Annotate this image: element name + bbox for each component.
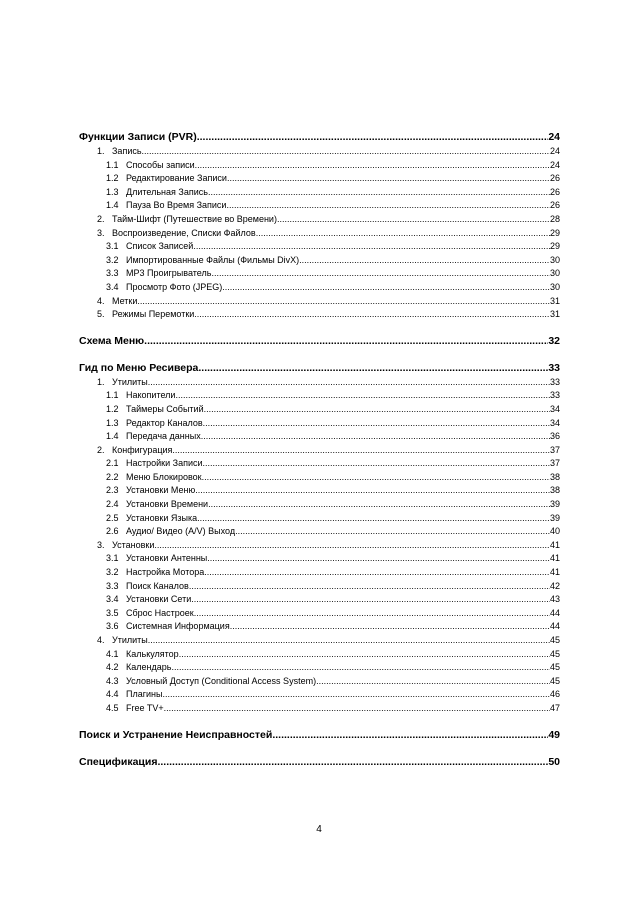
toc-leader-dots [189,580,550,594]
toc-title-text: Установки Языка [126,512,198,523]
toc-title [106,186,208,200]
toc-title [97,444,172,458]
toc-title-text: Системная Информация [126,621,230,632]
toc-section[interactable] [79,539,560,553]
toc-number: 5. [97,309,105,320]
toc-page-number: 37 [549,444,560,455]
toc-subsection[interactable] [79,620,560,634]
toc-title [106,512,197,526]
toc-page-number: 33 [549,390,560,401]
toc-leader-dots [203,417,550,431]
toc-title-text: Пауза Во Время Записи [126,200,227,211]
toc-page-number: 41 [549,553,560,564]
toc-section[interactable] [79,376,560,390]
toc-title [106,159,195,173]
toc-page-number: 45 [549,675,560,686]
toc-page-number: 45 [549,648,560,659]
toc-number: 2.3 [106,485,119,496]
toc-subsection[interactable] [79,159,560,173]
toc-leader-dots [197,512,550,526]
toc-leader-dots [203,457,550,471]
toc-title-text: Длительная Запись [126,186,208,197]
toc-number: 2. [97,213,105,224]
toc-leader-dots [195,484,550,498]
toc-title-text: Функции Записи (PVR) [79,131,197,143]
toc-number: 4.4 [106,689,119,700]
toc-leader-dots [194,308,550,322]
toc-number: 3.6 [106,621,119,632]
toc-page-number: 37 [549,458,560,469]
toc-page-number: 50 [548,755,560,768]
toc-subsection[interactable] [79,484,560,498]
toc-title-text: MP3 Проигрыватель [126,268,212,279]
toc-title-text: Поиск и Устранение Неисправностей [79,728,273,741]
toc-number: 3.1 [106,241,119,252]
toc-subsection[interactable] [79,525,560,539]
toc-number: 1. [97,146,105,156]
toc-title-text: Метки [112,295,138,306]
toc-title [106,417,203,431]
toc-title-text: Утилиты [112,376,148,387]
toc-section[interactable] [79,295,560,309]
toc-number: 3.3 [106,580,119,591]
toc-title [106,240,193,254]
toc-title-text: Free TV+ [126,702,164,713]
toc-leader-dots [197,130,549,145]
toc-title-text: Схема Меню [79,334,145,347]
toc-number: 1.2 [106,403,119,414]
toc-title [106,457,203,471]
toc-title [79,728,272,743]
toc-title [79,755,157,770]
toc-page-number: 26 [549,173,560,184]
toc-title-text: Список Записей [126,241,194,252]
toc-title [97,308,194,322]
toc-page-number: 49 [548,728,560,741]
toc-leader-dots [142,145,550,159]
toc-subsection[interactable] [79,566,560,580]
toc-spacer [79,743,560,755]
toc-chapter[interactable] [79,361,560,376]
toc-spacer [79,349,560,361]
toc-title [106,620,230,634]
toc-leader-dots [211,267,550,281]
toc-subsection[interactable] [79,593,560,607]
toc-number: 2.2 [106,471,119,482]
toc-leader-dots [222,281,550,295]
table-of-contents [79,130,560,770]
toc-title [106,281,222,295]
toc-title-text: Режимы Перемотки [112,309,195,320]
toc-page-number: 38 [549,471,560,482]
toc-page-number: 41 [549,539,560,550]
toc-subsection[interactable] [79,512,560,526]
toc-title [97,213,277,227]
toc-leader-dots [144,334,548,349]
toc-number: 4.1 [106,648,119,659]
toc-leader-dots [148,634,550,648]
toc-subsection[interactable] [79,240,560,254]
toc-number: 2. [97,444,105,455]
toc-title-text: Накопители [126,390,176,401]
toc-title-text: Гид по Меню Ресивера [79,361,199,374]
toc-subsection[interactable] [79,607,560,621]
toc-subsection[interactable] [79,199,560,213]
toc-number: 3.4 [106,281,119,292]
toc-subsection[interactable] [79,498,560,512]
toc-subsection[interactable] [79,688,560,702]
toc-leader-dots [175,389,550,403]
toc-page-number: 24 [549,159,560,170]
toc-subsection[interactable] [79,172,560,186]
toc-leader-dots [207,552,550,566]
toc-leader-dots [208,498,550,512]
toc-title [106,498,208,512]
toc-page-number: 40 [549,526,560,537]
toc-page-number: 31 [549,295,560,306]
toc-number: 1.1 [106,159,119,170]
toc-section[interactable] [79,227,560,241]
toc-title-text: Калькулятор [126,648,179,659]
toc-leader-dots [235,525,550,539]
toc-title [106,267,211,281]
toc-leader-dots [172,444,550,458]
toc-page-number: 31 [549,309,560,320]
toc-title [79,361,198,376]
toc-leader-dots [277,213,550,227]
toc-number: 3.5 [106,607,119,618]
toc-leader-dots [171,661,550,675]
toc-page-number: 36 [549,431,560,442]
toc-leader-dots [226,199,550,213]
toc-subsection[interactable] [79,281,560,295]
toc-title [106,199,226,213]
toc-title-text: Редактирование Записи [126,173,227,184]
toc-leader-dots [193,240,550,254]
toc-title-text: Установки Меню [126,485,196,496]
toc-number: 2.5 [106,512,119,523]
toc-leader-dots [191,593,550,607]
toc-leader-dots [204,403,550,417]
toc-page-number: 26 [549,200,560,211]
toc-number: 3.4 [106,594,119,605]
toc-title-text: Плагины [126,689,163,700]
toc-page-number: 34 [549,417,560,428]
toc-number: 1. [97,376,105,387]
toc-page-number: 30 [549,268,560,279]
toc-number: 4.5 [106,702,119,713]
toc-title-text: Меню Блокировок [126,471,202,482]
toc-page-number: 24 [548,131,560,143]
toc-title-text: Передача данных [126,431,201,442]
toc-subsection[interactable] [79,648,560,662]
toc-title-text: Утилиты [112,635,148,645]
toc-page-number: 30 [549,281,560,292]
toc-page-number: 24 [549,146,560,156]
toc-page-number: 29 [549,241,560,252]
toc-title [106,566,204,580]
toc-leader-dots [316,675,550,689]
toc-leader-dots [154,539,550,553]
toc-page-number: 46 [549,689,560,700]
toc-page-number: 43 [549,594,560,605]
toc-page-number: 45 [549,635,560,645]
toc-number: 1.4 [106,200,119,211]
toc-section[interactable] [79,145,560,159]
toc-number: 3. [97,227,105,238]
toc-number: 4.3 [106,675,119,686]
toc-page-number: 29 [549,227,560,238]
toc-number: 1.2 [106,173,119,184]
toc-page-number: 38 [549,485,560,496]
toc-title [106,661,171,675]
toc-title [106,675,316,689]
toc-number: 4.2 [106,662,119,673]
toc-leader-dots [148,376,550,390]
toc-number: 2.1 [106,458,119,469]
toc-section[interactable] [79,308,560,322]
toc-subsection[interactable] [79,580,560,594]
page-number: 4 [316,824,322,835]
toc-page-number: 47 [549,702,560,713]
toc-page-number: 44 [549,621,560,632]
toc-leader-dots [256,227,550,241]
toc-title [97,145,142,159]
toc-section[interactable] [79,213,560,227]
toc-number: 2.4 [106,499,119,510]
toc-chapter[interactable] [79,334,560,349]
toc-number: 3.2 [106,254,119,265]
toc-leader-dots [194,607,550,621]
toc-number: 1.4 [106,431,119,442]
toc-subsection[interactable] [79,254,560,268]
toc-title-text: Сброс Настроек [126,607,194,618]
toc-subsection[interactable] [79,186,560,200]
toc-leader-dots [201,430,550,444]
toc-title [106,172,227,186]
toc-number: 3.1 [106,553,119,564]
toc-title-text: Редактор Каналов [126,417,203,428]
toc-title-text: Тайм-Шифт (Путешествие во Времени) [112,213,277,224]
toc-section[interactable] [79,444,560,458]
toc-page-number: 33 [549,376,560,387]
toc-number: 3. [97,539,105,550]
toc-page-number: 39 [549,499,560,510]
toc-chapter[interactable] [79,755,560,770]
toc-section[interactable] [79,634,560,648]
toc-number: 4. [97,295,105,306]
toc-spacer [79,716,560,728]
toc-subsection[interactable] [79,457,560,471]
toc-title [106,430,201,444]
toc-title-text: Условный Доступ (Conditional Access System) [126,675,317,686]
toc-leader-dots [179,648,550,662]
toc-subsection[interactable] [79,430,560,444]
toc-title [106,403,204,417]
toc-title [106,471,202,485]
toc-subsection[interactable] [79,552,560,566]
toc-title-text: Импортированные Файлы (Фильмы DivX) [126,254,300,265]
toc-title [106,580,189,594]
toc-title [106,389,175,403]
toc-title-text: Настройки Записи [126,458,203,469]
toc-title [106,607,194,621]
toc-spacer [79,322,560,334]
toc-leader-dots [208,186,550,200]
toc-title [97,634,148,648]
toc-leader-dots [227,172,550,186]
toc-leader-dots [137,295,550,309]
toc-page-number: 28 [549,213,560,224]
toc-title-text: Поиск Каналов [126,580,189,591]
toc-title-text: Настройка Мотора [126,567,205,578]
toc-page-number: 30 [549,254,560,265]
toc-leader-dots [198,361,548,376]
toc-page-number: 32 [548,334,560,347]
toc-leader-dots [164,702,550,716]
toc-title-text: Таймеры Событий [126,403,204,414]
toc-title-text: Календарь [126,662,172,673]
toc-number: 1.3 [106,186,119,197]
toc-title [97,295,137,309]
toc-title-text: Установки Сети [126,594,192,605]
toc-subsection[interactable] [79,661,560,675]
toc-page-number: 34 [549,403,560,414]
toc-subsection[interactable] [79,403,560,417]
toc-leader-dots [202,471,550,485]
toc-leader-dots [230,620,550,634]
toc-title [106,688,162,702]
toc-title-text: Спецификация [79,755,158,768]
toc-title [106,254,299,268]
toc-subsection[interactable] [79,417,560,431]
toc-subsection[interactable] [79,702,560,716]
toc-title [97,376,148,390]
toc-number: 1.3 [106,417,119,428]
toc-page-number: 41 [549,567,560,578]
toc-title [97,227,256,241]
toc-title [106,525,235,539]
toc-title-text: Аудио/ Видео (A/V) Выход [126,526,236,537]
toc-chapter[interactable] [79,130,560,145]
toc-title-text: Просмотр Фото (JPEG) [126,281,223,292]
toc-title [106,593,191,607]
toc-number: 1.1 [106,390,119,401]
toc-number: 3.3 [106,268,119,279]
toc-page-number: 39 [549,512,560,523]
toc-title [106,484,195,498]
toc-title-text: Воспроизведение, Списки Файлов [112,227,256,238]
toc-page-number: 26 [549,186,560,197]
toc-title [106,702,164,716]
toc-subsection[interactable] [79,389,560,403]
toc-chapter[interactable] [79,728,560,743]
toc-leader-dots [204,566,550,580]
toc-leader-dots [299,254,550,268]
toc-number: 4. [97,635,105,645]
toc-leader-dots [162,688,550,702]
toc-subsection[interactable] [79,267,560,281]
toc-leader-dots [195,159,550,173]
toc-title-text: Способы записи [126,159,195,170]
toc-title [106,648,179,662]
toc-number: 3.2 [106,567,119,578]
toc-title-text: Установки Антенны [126,553,208,564]
toc-title [79,334,144,349]
toc-title [97,539,154,553]
toc-subsection[interactable] [79,675,560,689]
toc-title [106,552,207,566]
toc-leader-dots [272,728,548,743]
toc-page-number: 45 [549,662,560,673]
toc-title-text: Установки [112,539,155,550]
toc-leader-dots [157,755,548,770]
toc-title-text: Установки Времени [126,499,209,510]
toc-page-number: 42 [549,580,560,591]
toc-title-text: Запись [112,146,142,156]
toc-title [79,130,197,145]
toc-number: 2.6 [106,526,119,537]
toc-title-text: Конфигурация [112,444,173,455]
toc-page-number: 33 [548,361,560,374]
toc-subsection[interactable] [79,471,560,485]
toc-page-number: 44 [549,607,560,618]
